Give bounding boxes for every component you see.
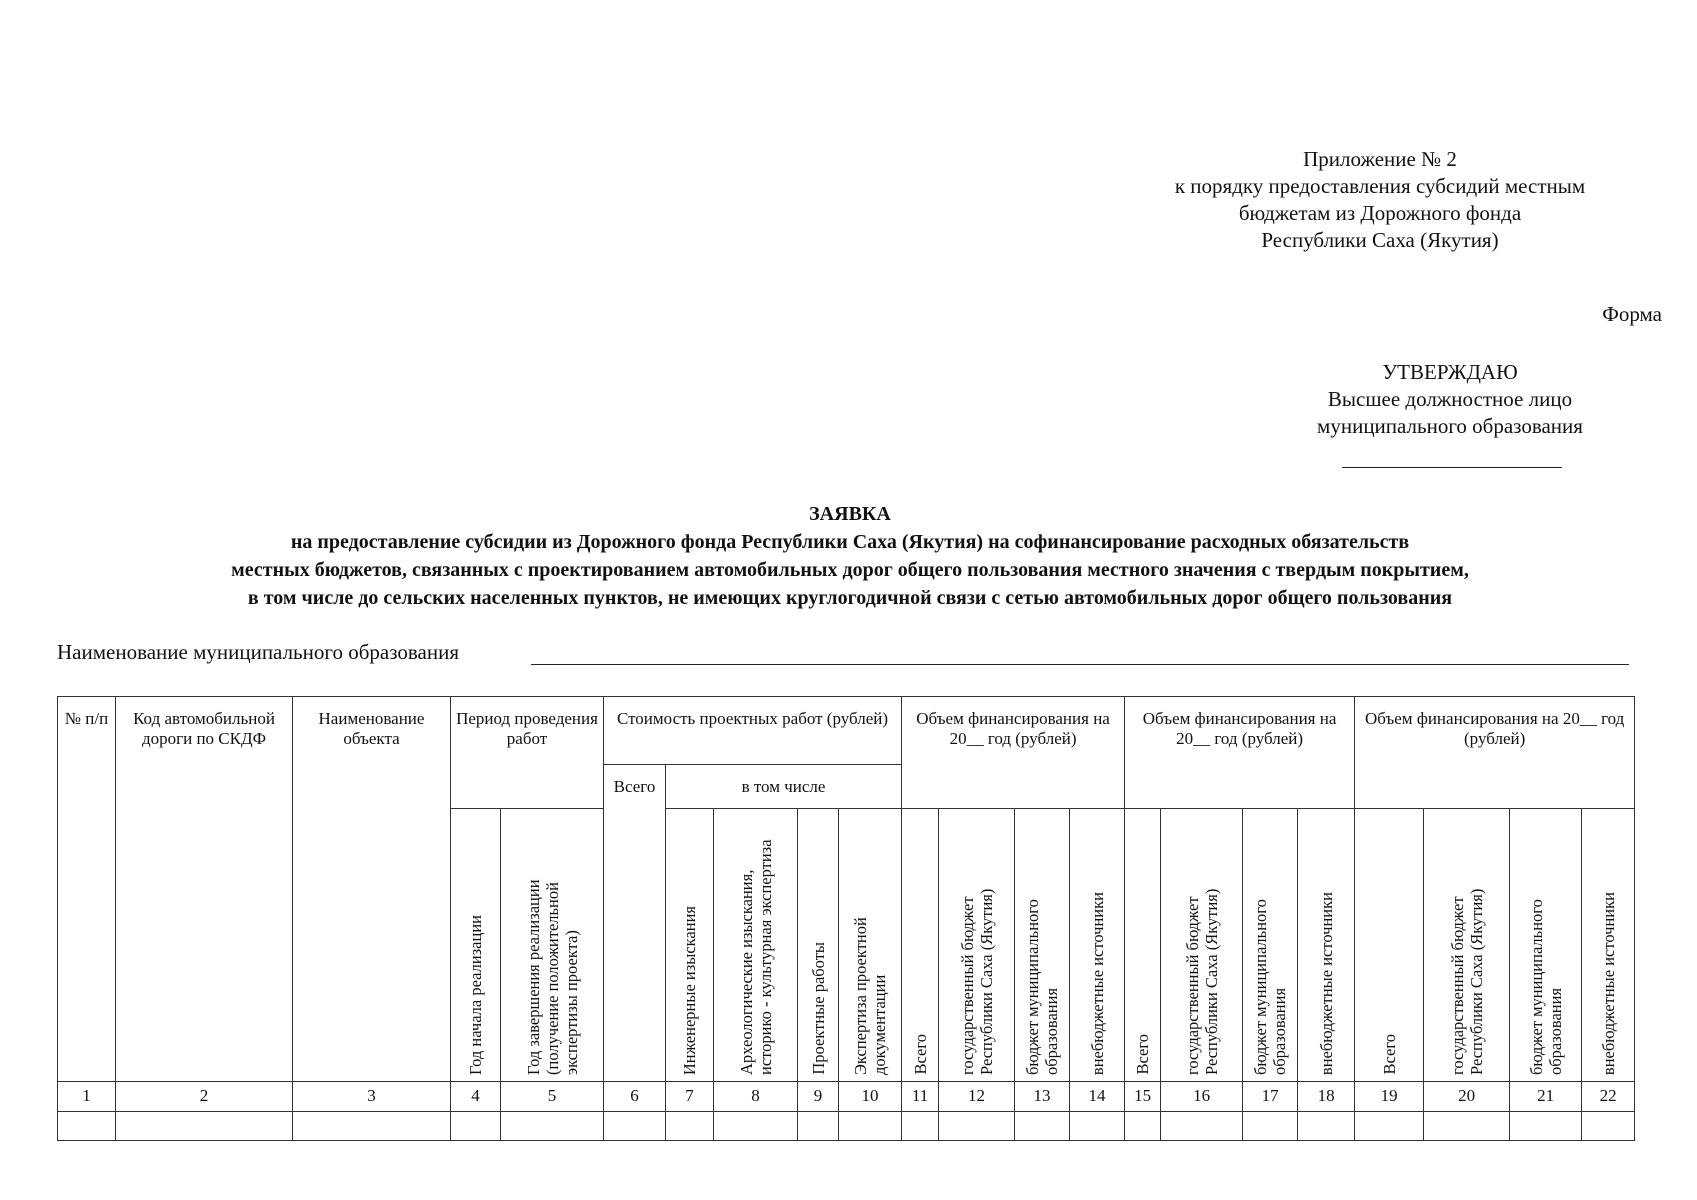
header-including: в том числе [666,765,902,809]
data-cell[interactable] [1582,1111,1635,1140]
data-cell[interactable] [116,1111,293,1140]
data-cell[interactable] [1424,1111,1510,1140]
document-title [60,500,1640,612]
approval-position: Высшее должностное лицо [1327,387,1573,411]
header-fin2-extrabudgetary: внебюджетные источники [1298,809,1355,1081]
approval-heading: УТВЕРЖДАЮ [1382,360,1518,384]
column-number: 11 [902,1081,939,1111]
header-fin3-total: Всего [1355,809,1424,1081]
column-number: 17 [1243,1081,1298,1111]
appendix-line: Республики Саха (Якутия) [1261,228,1499,252]
data-cell[interactable] [1510,1111,1582,1140]
appendix-line: к порядку предоставления субсидий местным [1174,174,1586,198]
title-heading: ЗАЯВКА [809,503,891,525]
column-number: 8 [714,1081,798,1111]
header-fin2-state-budget: государственный бюджет Республики Саха (Якутия) [1161,809,1243,1081]
column-number: 1 [58,1081,116,1111]
header-fin1-state-budget: государственный бюджет Республики Саха (Якутия) [939,809,1015,1081]
column-number: 19 [1355,1081,1424,1111]
header-fin3-municipal-budget: бюджет муниципального образования [1510,809,1582,1081]
column-number: 10 [839,1081,902,1111]
data-cell[interactable] [604,1111,666,1140]
column-number: 14 [1070,1081,1125,1111]
column-number: 3 [293,1081,451,1111]
header-end-year: Год завершения реализации (получение положительной экспертизы проекта) [501,809,604,1081]
data-cell[interactable] [58,1111,116,1140]
data-cell[interactable] [1015,1111,1070,1140]
data-cell[interactable] [1243,1111,1298,1140]
header-road-code: Код автомобильной дороги по СКДФ [116,697,293,1082]
header-fin1-municipal-budget: бюджет муниципального образования [1015,809,1070,1081]
data-entry-row [58,1111,1635,1140]
column-number: 12 [939,1081,1015,1111]
data-cell[interactable] [1298,1111,1355,1140]
data-cell[interactable] [293,1111,451,1140]
data-cell[interactable] [1125,1111,1161,1140]
appendix-line: бюджетам из Дорожного фонда [1238,201,1522,225]
column-number: 15 [1125,1081,1161,1111]
header-fin1-extrabudgetary: внебюджетные источники [1070,809,1125,1081]
signature-line[interactable] [1342,467,1562,468]
header-fin1-total: Всего [902,809,939,1081]
column-number: 22 [1582,1081,1635,1111]
appendix-title: Приложение № 2 [1303,147,1457,171]
column-number: 13 [1015,1081,1070,1111]
header-design-expertise: Экспертиза проектной документации [839,809,902,1081]
title-line: в том числе до сельских населенных пунктов, не имеющих круглогодичной связи с сетью автомобильных дорог общего пользования [247,587,1453,609]
appendix-block [1120,146,1640,254]
title-line: на предоставление субсидии из Дорожного фонда Республики Саха (Якутия) на софинансирование расходных обязательств [290,531,1410,553]
data-cell[interactable] [939,1111,1015,1140]
header-engineering-surveys: Инженерные изыскания [666,809,714,1081]
form-label: Форма [1602,302,1662,326]
header-start-year: Год начала реализации [451,809,501,1081]
header-fin2-total: Всего [1125,809,1161,1081]
header-archaeological-surveys: Археологические изыскания, историко - культурная экспертиза [714,809,798,1081]
data-cell[interactable] [714,1111,798,1140]
column-number: 5 [501,1081,604,1111]
data-cell[interactable] [666,1111,714,1140]
column-number: 7 [666,1081,714,1111]
header-fin2-municipal-budget: бюджет муниципального образования [1243,809,1298,1081]
column-number: 16 [1161,1081,1243,1111]
header-financing-2: Объем финансирования на 20__ год (рублей) [1125,697,1355,809]
column-number: 20 [1424,1081,1510,1111]
data-cell[interactable] [798,1111,839,1140]
data-cell[interactable] [902,1111,939,1140]
data-cell[interactable] [451,1111,501,1140]
column-number: 6 [604,1081,666,1111]
header-object-name: Наименование объекта [293,697,451,1082]
data-cell[interactable] [1161,1111,1243,1140]
column-number: 2 [116,1081,293,1111]
data-cell[interactable] [501,1111,604,1140]
title-line: местных бюджетов, связанных с проектированием автомобильных дорог общего пользования местного значения с твердым покрытием, [231,559,1469,581]
column-number: 18 [1298,1081,1355,1111]
municipality-input-line[interactable] [531,664,1629,665]
approval-block [1290,359,1610,440]
data-cell[interactable] [1070,1111,1125,1140]
header-fin3-state-budget: государственный бюджет Республики Саха (Якутия) [1424,809,1510,1081]
column-number: 9 [798,1081,839,1111]
header-cost: Стоимость проектных работ (рублей) [604,697,902,765]
application-table [57,696,1635,1141]
municipality-label: Наименование муниципального образования [57,640,459,664]
data-cell[interactable] [1355,1111,1424,1140]
approval-position: муниципального образования [1317,414,1583,438]
header-no: № п/п [58,697,116,1082]
header-cost-total: Всего [604,765,666,1081]
column-number: 4 [451,1081,501,1111]
header-financing-3: Объем финансирования на 20__ год (рублей) [1355,697,1635,809]
column-number: 21 [1510,1081,1582,1111]
data-cell[interactable] [839,1111,902,1140]
header-fin3-extrabudgetary: внебюджетные источники [1582,809,1635,1081]
column-number-row [58,1081,1635,1111]
header-financing-1: Объем финансирования на 20__ год (рублей) [902,697,1125,809]
header-period: Период проведения работ [451,697,604,809]
header-design-works: Проектные работы [798,809,839,1081]
